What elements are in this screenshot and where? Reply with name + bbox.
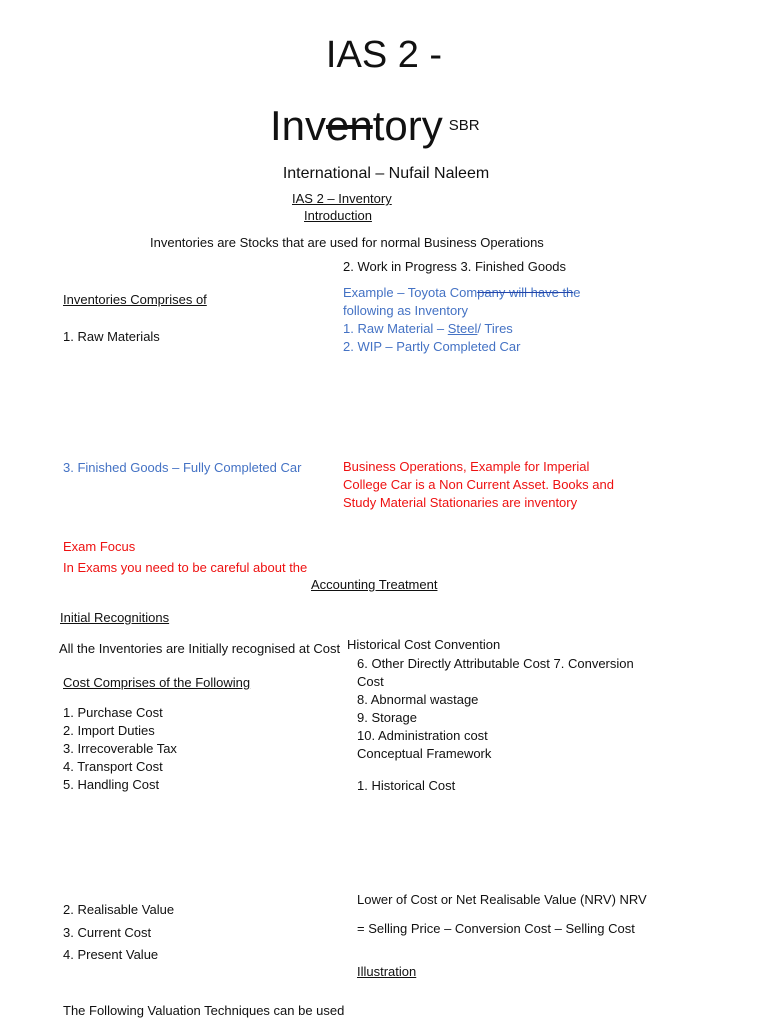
toyota-example-line-2: following as Inventory (343, 303, 469, 318)
ias2-heading: IAS 2 – Inventory (292, 191, 392, 206)
toyota-example-line-1 (343, 284, 581, 302)
lower-of-cost-text: Lower of Cost or Net Realisable Value (NRV) NRV (357, 892, 647, 907)
sbr-label: SBR (448, 117, 480, 134)
other-costs-line-2: Cost (357, 674, 384, 689)
inventories-comprises-heading: Inventories Comprises of (63, 292, 207, 307)
realisable-value-item: 2. Realisable Value (63, 902, 175, 917)
title-part-a: Inv (270, 102, 327, 149)
conceptual-framework-label: Conceptual Framework (357, 746, 492, 761)
author-subtitle: International – Nufail Naleem (282, 165, 490, 182)
illustration-heading: Illustration (357, 964, 417, 979)
raw-material-steel-line (343, 320, 581, 338)
present-value-item: 4. Present Value (63, 947, 159, 962)
cost-item: 2. Import Duties (63, 723, 155, 738)
initially-recognised-text: All the Inventories are Initially recognised at Cost (59, 641, 341, 656)
cost-item: 5. Handling Cost (63, 777, 160, 792)
intro-text: Inventories are Stocks that are used for normal Business Operations (150, 235, 544, 250)
introduction-heading: Introduction (304, 208, 372, 223)
cost-item: 1. Purchase Cost (63, 705, 163, 720)
historical-cost-convention: Historical Cost Convention (347, 637, 501, 652)
business-ops-line-3: Study Material Stationaries are inventory (343, 495, 578, 510)
storage-item: 9. Storage (357, 710, 417, 725)
business-operations-note (343, 458, 614, 512)
steel-word: Steel (447, 321, 478, 336)
cost-item: 4. Transport Cost (63, 759, 163, 774)
accounting-treatment-heading: Accounting Treatment (311, 577, 438, 592)
historical-cost-item: 1. Historical Cost (357, 778, 456, 793)
wip-car-line: 2. WIP – Partly Completed Car (343, 339, 521, 354)
current-cost-item: 3. Current Cost (63, 925, 152, 940)
title-line-2 (270, 100, 480, 152)
example-strike-part: pany will have th (477, 285, 574, 300)
exam-focus-label: Exam Focus (63, 539, 136, 554)
example-part-b: e (573, 285, 581, 300)
exam-focus-text: In Exams you need to be careful about the (63, 560, 308, 575)
wip-line: 2. Work in Progress 3. Finished Goods (343, 259, 567, 274)
finished-goods-item: 3. Finished Goods – Fully Completed Car (63, 460, 302, 475)
initial-recognitions-heading: Initial Recognitions (60, 610, 170, 625)
nrv-formula: = Selling Price – Conversion Cost – Selling Cost (357, 921, 635, 936)
toyota-example (343, 284, 581, 356)
example-part-a: Example – Toyota Com (343, 285, 478, 300)
other-costs-list (357, 655, 634, 763)
raw-material-part-a: 1. Raw Material – (343, 321, 448, 336)
abnormal-wastage-item: 8. Abnormal wastage (357, 692, 479, 707)
title-line-1: IAS 2 - (325, 34, 443, 76)
valuation-techniques-text: The Following Valuation Techniques can be used (63, 1003, 345, 1018)
other-costs-line-1: 6. Other Directly Attributable Cost 7. Conversion (357, 656, 634, 671)
cost-comprises-heading: Cost Comprises of the Following (63, 675, 251, 690)
title-strike-part: en (326, 102, 373, 149)
cost-items-list (63, 704, 177, 794)
raw-material-part-b: / Tires (477, 321, 513, 336)
business-ops-line-2: College Car is a Non Current Asset. Books and (343, 477, 614, 492)
cost-item: 3. Irrecoverable Tax (63, 741, 177, 756)
administration-cost-item: 10. Administration cost (357, 728, 488, 743)
title-part-b: tory (372, 102, 443, 149)
business-ops-line-1: Business Operations, Example for Imperial (343, 459, 590, 474)
raw-materials-item: 1. Raw Materials (63, 329, 160, 344)
